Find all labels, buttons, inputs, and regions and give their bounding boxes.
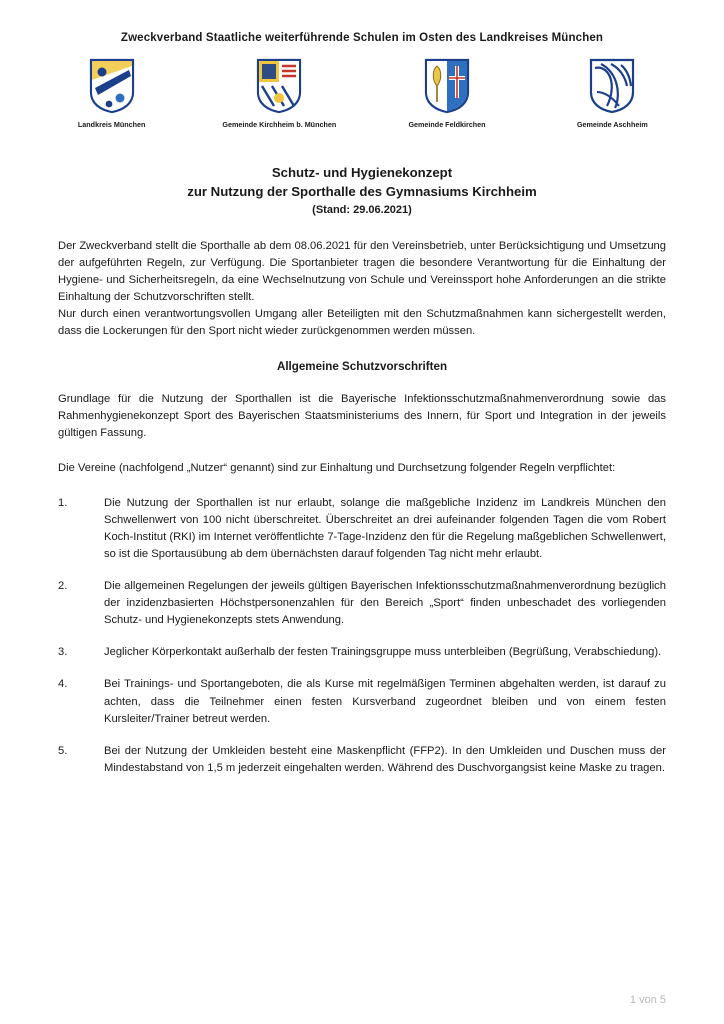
title-line-1: Schutz- und Hygienekonzept [271, 164, 453, 180]
crest-caption: Gemeinde Kirchheim b. München [222, 120, 337, 129]
crest-item-feldkirchen [393, 58, 500, 129]
rule-number: 4. [58, 678, 68, 691]
title-status-date: (Stand: 29.06.2021) [312, 204, 412, 217]
rule-text: Bei der Nutzung der Umkleiden besteht eine Maskenpflicht (FFP2). In den Umkleiden und Duschen muss der Mindestabstand von 1,5 m jederzeit eingehalten werden. Während des Duschvorgangsist keine Maske zu tragen. [104, 744, 666, 774]
crest-item-aschheim [559, 58, 666, 129]
page-indicator: 1 von 5 [629, 994, 666, 1006]
rule-number: 2. [58, 580, 68, 593]
coat-of-arms-kirchheim-icon [256, 58, 302, 114]
section-basis-paragraph: Grundlage für die Nutzung der Sporthallen ist die Bayerische Infektionsschutzmaßnahmenverordnung sowie das Rahmenhygienekonzept Sport des Bayerischen Staatsministeriums des Innern, für Sport und Integration in der jeweils gültigen Fassung. [58, 393, 666, 440]
rule-text: Die allgemeinen Regelungen der jeweils gültigen Bayerischen Infektionsschutzmaßnahmenverordnung bezüglich der inzidenzbasierten Höchstpersonenzahlen für den Bereich „Sport“ finden unbeschadet des vorliegenden Schutz- und Hygienekonzepts stets Anwendung. [104, 580, 666, 627]
list-item [58, 644, 666, 661]
rules-list [58, 495, 666, 776]
coat-of-arms-aschheim-icon [589, 58, 635, 114]
rule-number: 5. [58, 744, 68, 757]
crest-caption: Gemeinde Feldkirchen [408, 120, 486, 129]
crest-item-landkreis-muenchen [58, 58, 165, 129]
intro-paragraph-2: Nur durch einen verantwortungsvollen Umgang aller Beteiligten mit den Schutzmaßnahmen kann sichergestellt werden, dass die Lockerungen für den Sport nicht wieder zurückgenommen werden müssen. [58, 308, 666, 338]
rule-number: 1. [58, 497, 68, 510]
list-item [58, 495, 666, 563]
list-item [58, 676, 666, 727]
organisation-title: Zweckverband Staatliche weiterführende Schulen im Osten des Landkreises München [120, 32, 604, 44]
list-item [58, 743, 666, 777]
intro-paragraph-1: Der Zweckverband stellt die Sporthalle ab dem 08.06.2021 für den Vereinsbetrieb, unter Berücksichtigung und Umsetzung der aufgeführten Regeln, zur Verfügung. Die Sportanbieter tragen die besondere Verantwortung für die Einhaltung der Hygiene- und Sicherheitsregeln, da eine Wechselnutzung von Schule und Vereinssport hohe Anforderungen an die strikte Einhaltung der Schutzvorschriften stellt. [58, 240, 666, 304]
coat-of-arms-landkreis-muenchen-icon [89, 58, 135, 114]
section-heading: Allgemeine Schutzvorschriften [276, 360, 448, 374]
crest-caption: Landkreis München [77, 120, 146, 129]
crest-item-kirchheim [223, 58, 335, 129]
crest-caption: Gemeinde Aschheim [576, 120, 648, 129]
coat-of-arms-feldkirchen-icon [424, 58, 470, 114]
rule-text: Bei Trainings- und Sportangeboten, die als Kurse mit regelmäßigen Terminen abgehalten werden, ist darauf zu achten, dass die Teilnehmer einen festen Kursverband zugeordnet bleiben und von einem festen Kursleiter/Trainer betreut werden. [104, 678, 666, 725]
title-line-2: zur Nutzung der Sporthalle des Gymnasiums Kirchheim [187, 184, 537, 200]
coat-of-arms-row [58, 58, 666, 129]
section-obligation-paragraph: Die Vereine (nachfolgend „Nutzer“ genannt) sind zur Einhaltung und Durchsetzung folgender Regeln verpflichtet: [58, 462, 616, 475]
rule-text: Die Nutzung der Sporthallen ist nur erlaubt, solange die maßgebliche Inzidenz im Landkreis München den Schwellenwert von 100 nicht überschreitet. Überschreitet an drei aufeinander folgenden Tagen die vom Robert Koch-Institut (RKI) im Internet veröffentlichte 7-Tage-Inzidenz den für die Regelung maßgeblichen Schwellenwert, so ist die Sportausübung ab dem übernächsten darauf folgenden Tag nicht mehr erlaubt. [104, 497, 666, 561]
rule-number: 3. [58, 646, 68, 659]
document-title [58, 163, 666, 216]
rule-text: Jeglicher Körperkontakt außerhalb der festen Trainingsgruppe muss unterbleiben (Begrüßung, Verabschiedung). [104, 646, 662, 659]
list-item [58, 578, 666, 629]
